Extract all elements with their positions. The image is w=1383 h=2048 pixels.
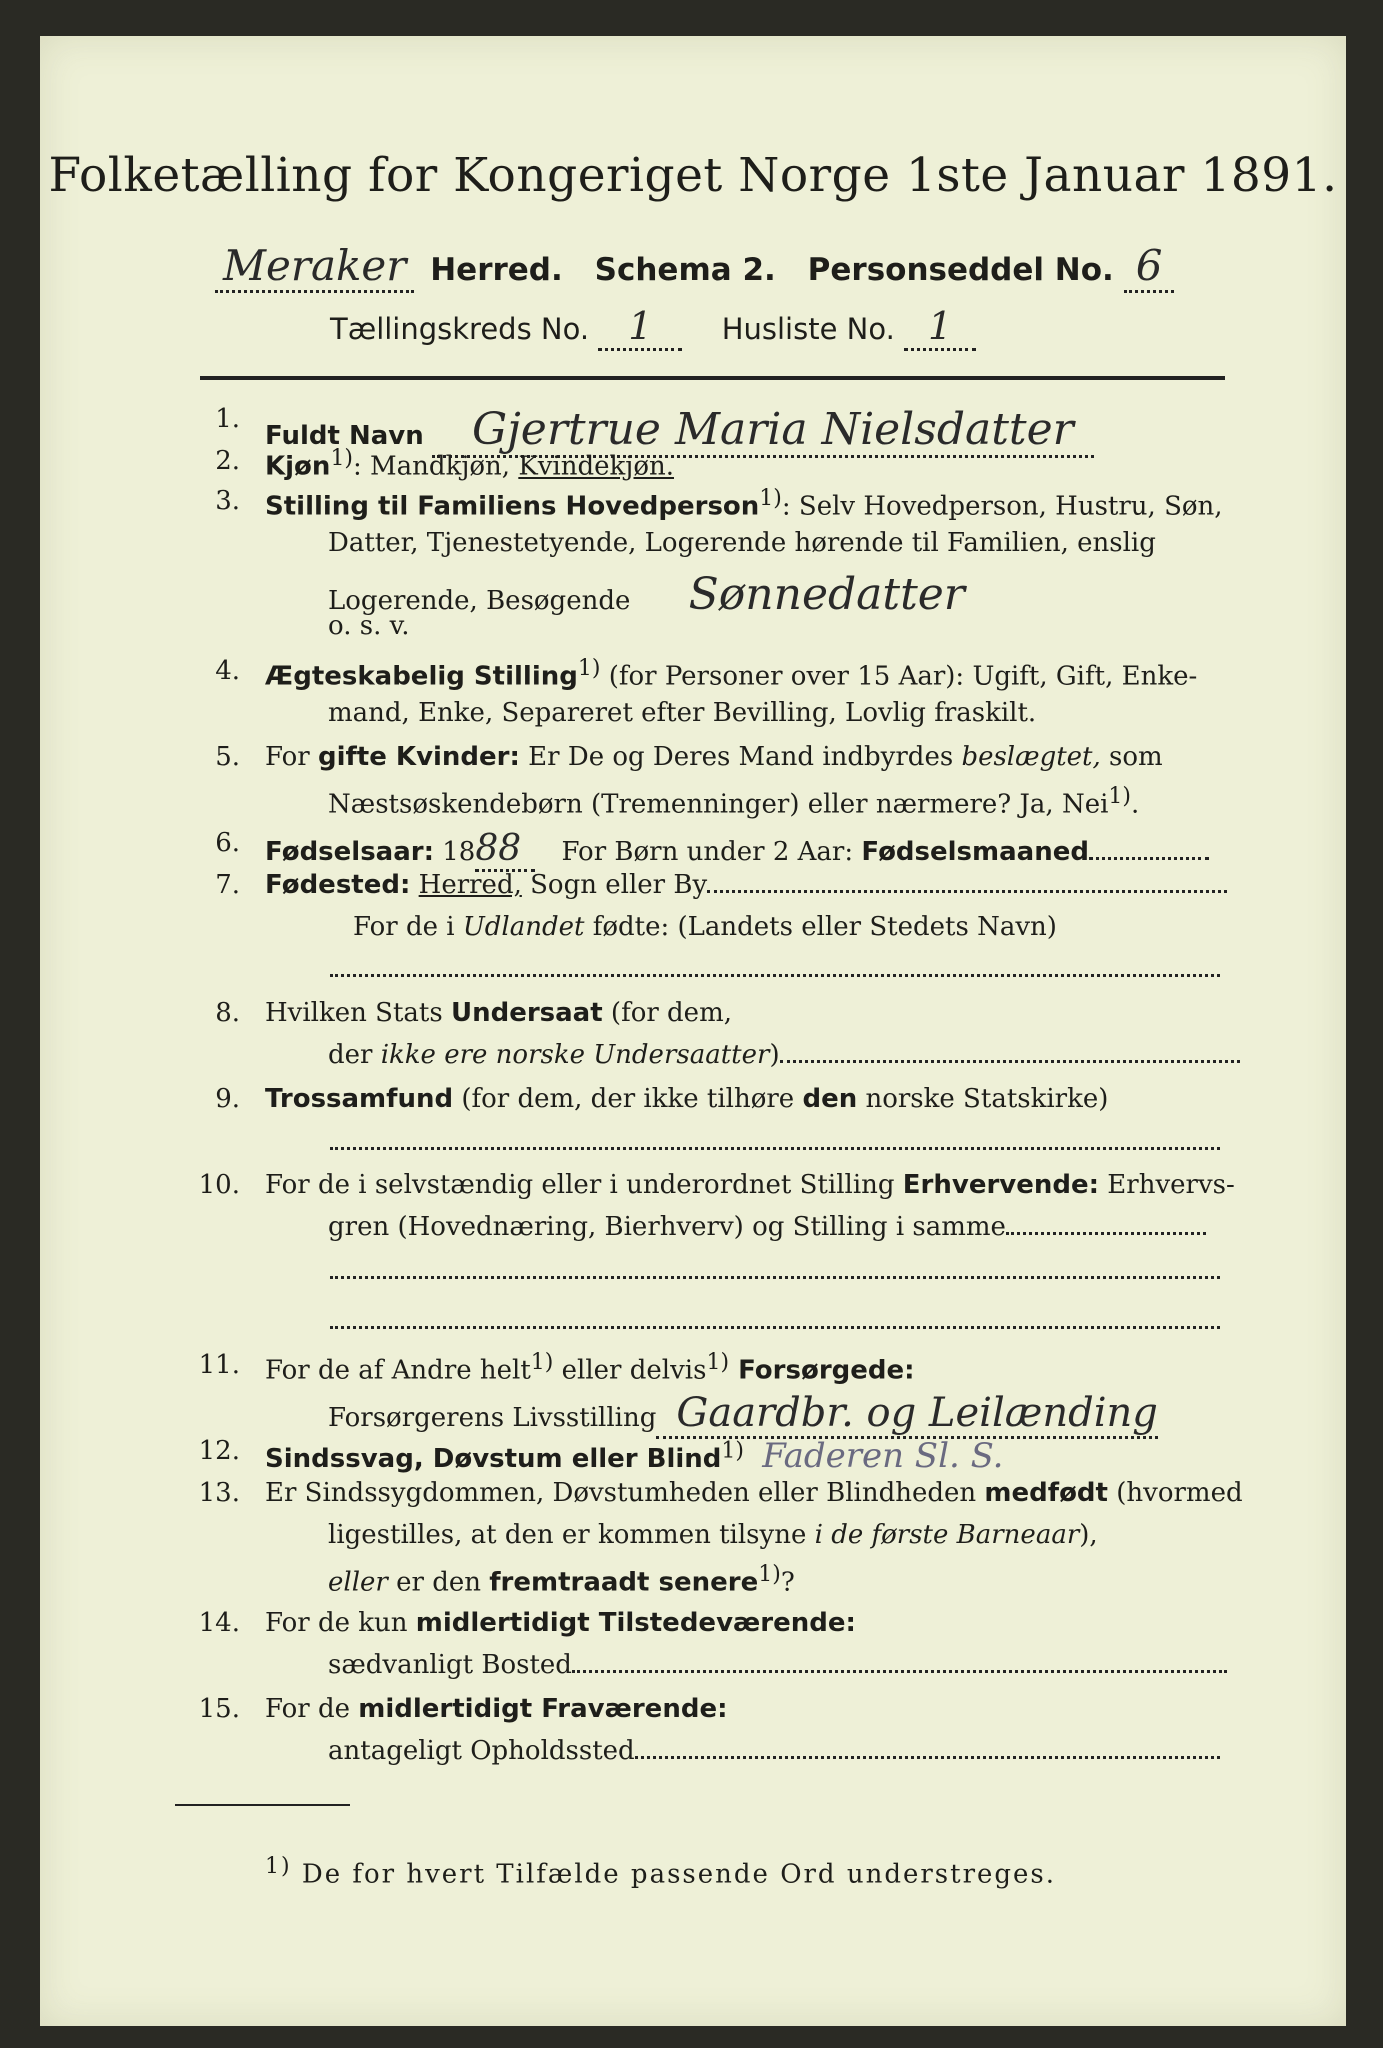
q9-line1 — [265, 1084, 1108, 1114]
q3-value: Sønnedatter — [688, 569, 965, 620]
q14-text1a: For de kun — [265, 1608, 416, 1638]
q4-line1 — [265, 656, 1197, 692]
q14-number: 14. — [198, 1608, 240, 1638]
q2-row — [265, 446, 674, 482]
q13-line1 — [265, 1478, 1243, 1508]
kreds-value: 1 — [598, 304, 682, 351]
herred-value: Meraker — [215, 241, 414, 293]
q11-text2: Forsørgerens Livsstilling — [328, 1403, 657, 1433]
header-divider — [200, 376, 1225, 380]
q4-text1: (for Personer over 15 Aar): Ugift, Gift, Enke- — [600, 661, 1198, 692]
q12-number: 12. — [198, 1436, 240, 1466]
q9-number: 9. — [215, 1084, 240, 1114]
q9-den: den — [802, 1084, 858, 1114]
q7-number: 7. — [215, 870, 240, 900]
q8-text2a: der — [328, 1040, 381, 1070]
q13-italic-eller: eller — [328, 1567, 388, 1598]
q6-prefix: 18 — [434, 837, 476, 867]
q8-text2b: ) — [769, 1040, 780, 1070]
census-form — [40, 36, 1346, 2026]
q13-number: 13. — [198, 1478, 240, 1508]
q11-line2 — [328, 1390, 1158, 1436]
footnote — [265, 1854, 1056, 1890]
q9-text1: (for dem, der ikke tilhøre — [453, 1084, 803, 1114]
q15-line2 — [328, 1736, 1220, 1766]
q13-italic: i de første Barneaar — [814, 1520, 1080, 1550]
q4-line2: mand, Enke, Separeret efter Bevilling, Lovlig fraskilt. — [328, 698, 1037, 728]
q8-text1a: Hvilken Stats — [265, 998, 451, 1028]
q13-text2b: ), — [1079, 1520, 1098, 1550]
q2-label: Kjøn — [265, 451, 331, 482]
q1-value: Gjertrue Maria Nielsdatter — [432, 404, 1094, 458]
q8-text1b: (for dem, — [602, 998, 732, 1028]
q7-line2 — [353, 912, 1057, 942]
q14-dotted-line — [572, 1662, 1227, 1673]
q11-footnote-mark-2: 1) — [706, 1350, 730, 1375]
q3-footnote-mark: 1) — [759, 486, 782, 511]
q8-number: 8. — [215, 998, 240, 1028]
q6-label2: Fødselsmaaned — [861, 837, 1089, 867]
husliste-label: Husliste No. — [721, 312, 895, 346]
q1-label: Fuldt Navn — [265, 421, 424, 451]
q13-label: medfødt — [984, 1478, 1108, 1508]
personseddel-label: Personseddel No. — [807, 252, 1114, 288]
q3-line1 — [265, 486, 1223, 522]
q13-line3 — [328, 1562, 795, 1598]
q15-number: 15. — [198, 1694, 240, 1724]
q7-label: Fødested: — [265, 870, 411, 900]
q13-text3a: er den — [387, 1567, 490, 1598]
form-title: Folketælling for Kongeriget Norge 1ste Januar 1891. — [48, 148, 1338, 203]
q5-italic: beslægtet, — [961, 742, 1101, 772]
q8-dotted-line — [780, 1052, 1240, 1063]
q10-text2: gren (Hovednæring, Bierhverv) og Stilling i samme — [328, 1212, 1006, 1242]
q15-label: midlertidigt Fraværende: — [358, 1694, 728, 1724]
kreds-label: Tællingskreds No. — [330, 312, 590, 346]
q5-line2 — [328, 784, 1139, 820]
q5-label: gifte Kvinder: — [317, 742, 520, 772]
q2-footnote-mark: 1) — [330, 446, 354, 471]
q12-footnote-mark: 1) — [721, 1438, 745, 1464]
header-row-kreds — [330, 304, 976, 348]
footnote-mark: 1) — [265, 1854, 292, 1879]
q14-line2 — [328, 1650, 1227, 1680]
q8-line1 — [265, 998, 732, 1028]
q7-answer-line — [330, 966, 1220, 977]
q11-footnote-mark-1: 1) — [530, 1350, 554, 1375]
q13-text1b: (hvormed — [1107, 1478, 1243, 1508]
q5-number: 5. — [215, 742, 240, 772]
q6-row — [265, 828, 1209, 869]
q3-number: 3. — [215, 486, 240, 516]
q7-text2b: fødte: (Landets eller Stedets Navn) — [584, 912, 1057, 942]
q3-text3: Logerende, Besøgende — [328, 586, 631, 616]
q5-line1 — [265, 742, 1163, 772]
q9-text1b: norske Statskirke) — [857, 1084, 1109, 1114]
q4-number: 4. — [215, 656, 240, 686]
q15-dotted-line — [635, 1748, 1220, 1759]
q11-label: Forsørgede: — [729, 1355, 915, 1386]
q7-italic: Udlandet — [462, 912, 585, 942]
footnote-divider — [175, 1804, 350, 1806]
q5-footnote-mark: 1) — [1108, 784, 1131, 809]
q5-text-a: For — [265, 742, 318, 772]
q12-value: Faderen Sl. S. — [762, 1436, 1004, 1476]
q4-footnote-mark: 1) — [577, 656, 601, 681]
q7-text2a: For de i — [353, 912, 463, 942]
q2-text: : Mandkjøn, — [353, 451, 519, 482]
q4-label: Ægteskabelig Stilling — [265, 661, 578, 692]
q8-line2 — [328, 1040, 1240, 1070]
q15-line1 — [265, 1694, 727, 1724]
q3-line4: o. s. v. — [328, 611, 410, 641]
q6-dotted-line — [1089, 849, 1209, 860]
q7-dotted-line — [707, 882, 1227, 893]
q5-text1-end: som — [1100, 742, 1163, 772]
q7-line1 — [265, 870, 1227, 900]
q7-text: Sogn eller By — [521, 870, 708, 900]
q2-number: 2. — [215, 446, 240, 476]
q10-text1a: For de i selvstændig eller i underordnet Stilling — [265, 1170, 903, 1200]
q15-text1a: For de — [265, 1694, 359, 1724]
q8-label: Undersaat — [450, 998, 603, 1028]
husliste-value: 1 — [904, 304, 976, 351]
q13-text1a: Er Sindssygdommen, Døvstumheden eller Blindheden — [265, 1478, 985, 1508]
q12-label: Sindssvag, Døvstum eller Blind — [265, 1444, 722, 1474]
q5-text2-end: . — [1131, 789, 1140, 820]
q3-line3 — [328, 569, 965, 620]
q13-footnote-mark: 1) — [758, 1562, 781, 1587]
q9-answer-line — [330, 1139, 1220, 1150]
q6-text: For Børn under 2 Aar: — [561, 837, 862, 867]
schema-label: Schema 2. — [594, 252, 776, 288]
q10-dotted-line — [1006, 1224, 1206, 1235]
q13-line2 — [328, 1520, 1098, 1550]
q13-text3b: ? — [780, 1567, 795, 1598]
q3-line2: Datter, Tjenestetyende, Logerende hørende til Familien, enslig — [328, 528, 1156, 558]
q10-label: Erhvervende: — [902, 1170, 1100, 1200]
q10-line2 — [328, 1212, 1206, 1242]
q3-label: Stilling til Familiens Hovedperson — [265, 491, 760, 522]
q13-text2a: ligestilles, at den er kommen tilsyne — [328, 1520, 815, 1550]
q10-answer-line-2 — [330, 1318, 1220, 1329]
q6-label: Fødselsaar: — [265, 837, 434, 867]
q6-number: 6. — [215, 828, 240, 858]
q11-text1b: eller delvis — [553, 1355, 707, 1386]
q11-text1a: For de af Andre helt — [265, 1355, 531, 1386]
q1-number: 1. — [215, 404, 240, 434]
q14-text2: sædvanligt Bosted — [328, 1650, 572, 1680]
q10-number: 10. — [198, 1170, 240, 1200]
q9-label: Trossamfund — [265, 1084, 454, 1114]
footnote-text: De for hvert Tilfælde passende Ord understreges. — [291, 1859, 1057, 1890]
q11-line1 — [265, 1350, 915, 1386]
q6-value: 88 — [475, 828, 535, 872]
q12-row — [265, 1436, 1003, 1476]
q13-label2: fremtraadt senere — [489, 1567, 759, 1598]
q11-value: Gaardbr. og Leilænding — [656, 1390, 1157, 1439]
header-row-herred — [215, 241, 1174, 290]
q10-text1b: Erhvervs- — [1099, 1170, 1235, 1200]
q10-line1 — [265, 1170, 1235, 1200]
q8-italic: ikke ere norske Undersaatter — [380, 1040, 770, 1070]
q2-selected-option: Kvindekjøn. — [518, 451, 674, 482]
q14-line1 — [265, 1608, 856, 1638]
q3-text1: : Selv Hovedperson, Hustru, Søn, — [781, 491, 1223, 522]
herred-label: Herred. — [430, 252, 563, 288]
q10-answer-line-1 — [330, 1268, 1220, 1279]
q14-label: midlertidigt Tilstedeværende: — [415, 1608, 856, 1638]
q5-text1: Er De og Deres Mand indbyrdes — [519, 742, 962, 772]
personseddel-value: 6 — [1124, 241, 1175, 293]
q15-text2: antageligt Opholdssted — [328, 1736, 635, 1766]
q11-number: 11. — [198, 1350, 240, 1380]
q5-text2: Næstsøskendebørn (Tremenninger) eller nærmere? Ja, Nei — [328, 789, 1109, 820]
q7-selected-option: Herred, — [418, 870, 522, 900]
